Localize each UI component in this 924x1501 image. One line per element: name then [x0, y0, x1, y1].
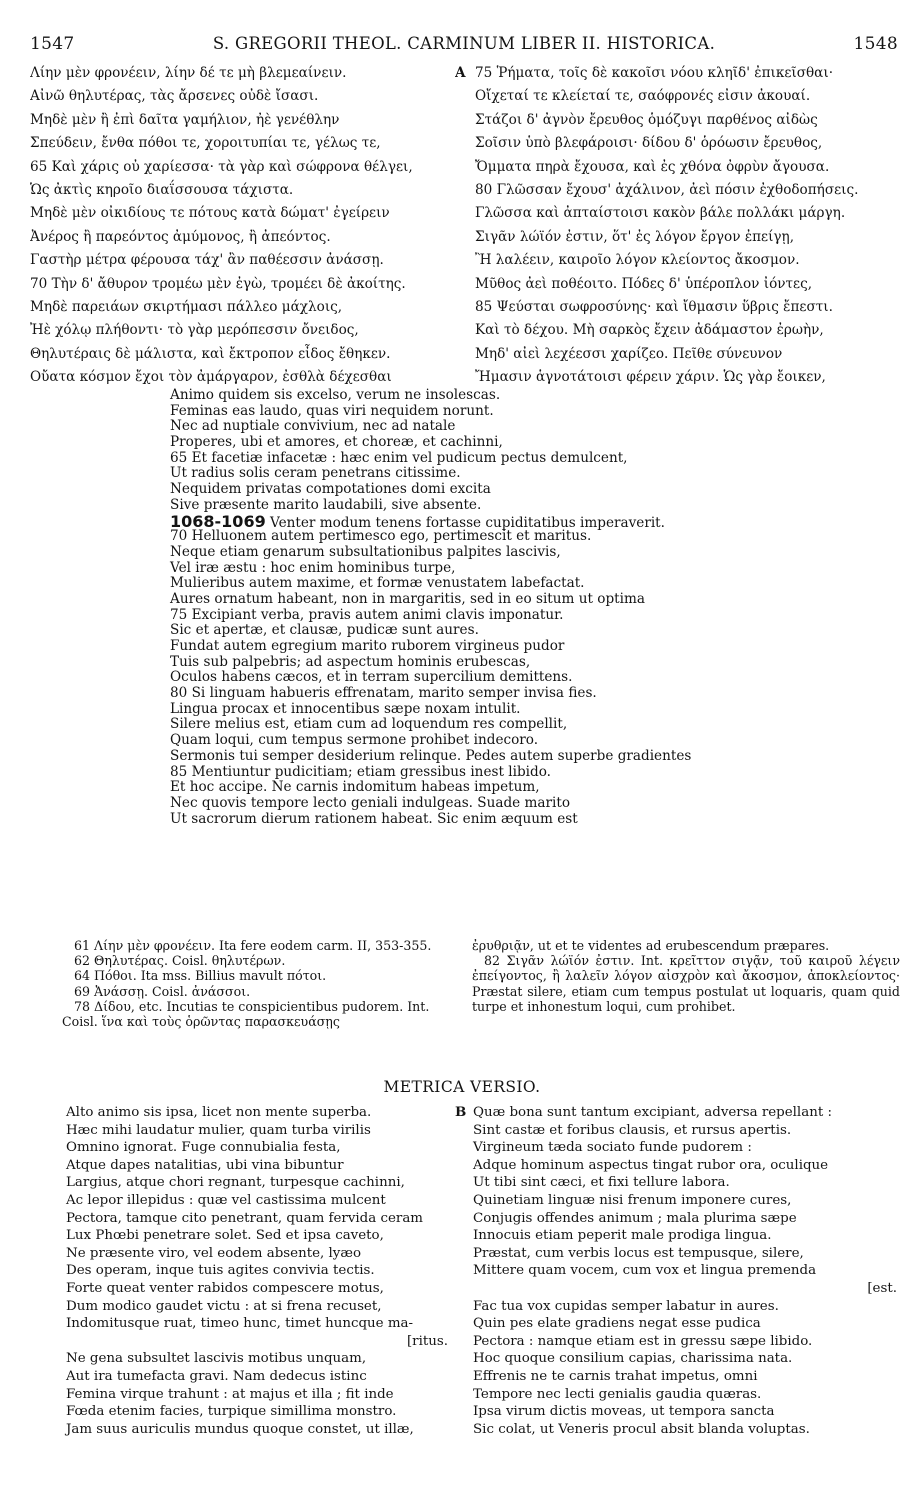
verse-line-text: Præstat, cum verbis locus est tempusque, silere, — [473, 1245, 804, 1261]
greek-line — [455, 62, 910, 85]
greek-line: 70 Τὴν δ' ἄθυρον τρομέω μὲν ἐγὼ, τρομέει δὲ ἀκοίτης. — [30, 275, 406, 292]
verse-line — [455, 1210, 905, 1228]
verse-line: Jam suus auriculis mundus quoque constet, ut illæ, — [66, 1421, 414, 1437]
verse-line-text: Mittere quam vocem, cum vox et lingua premenda — [473, 1263, 817, 1279]
verse-line — [455, 1245, 905, 1263]
verse-line-continuation: [est. — [867, 1280, 897, 1296]
greek-line — [455, 296, 910, 319]
latin-line: 80 Si linguam habueris effrenatam, marito semper invisa fies. — [170, 685, 597, 702]
verse-line — [455, 1368, 905, 1386]
latin-line: Mulieribus autem maxime, et formæ venustatem labefactat. — [170, 575, 585, 592]
verse-line-text: Sint castæ et foribus clausis, et rursus apertis. — [473, 1122, 792, 1138]
latin-line: Properes, ubi et amores, et choreæ, et cachinni, — [170, 434, 503, 451]
verse-line — [455, 1262, 905, 1280]
verse-line: Aut ira tumefacta gravi. Nam dedecus istinc — [66, 1368, 367, 1384]
latin-line: Fundat autem egregium marito ruborem virgineus pudor — [170, 638, 565, 654]
verse-line-text: Ut tibi sint cæci, et fixi tellure labora. — [473, 1175, 730, 1191]
greek-line — [455, 179, 910, 202]
greek-line: 65 Καὶ χάρις οὐ χαρίεσσα· τὰ γὰρ καὶ σώφρονα θέλγει, — [30, 158, 413, 175]
verse-line — [455, 1350, 905, 1368]
footnote: 61 Λίην μὲν φρονέειν. Ita fere eodem carm. II, 353-355. — [74, 938, 432, 953]
latin-line: Feminas eas laudo, quas viri nequidem norunt. — [170, 402, 494, 419]
verse-line — [455, 1403, 905, 1421]
latin-line: Sic et apertæ, et clausæ, pudicæ sunt aures. — [170, 622, 479, 639]
greek-line: Μηδὲ παρειάων σκιρτήμασι πάλλεο μάχλοις, — [30, 298, 343, 315]
greek-line-text: Σιγᾶν λώϊόν ἐστιν, ὅτ' ἐς λόγον ἔργον ἐπείγῃ, — [475, 228, 795, 245]
latin-line: Sive præsente marito laudabili, sive absente. — [170, 496, 482, 513]
greek-line — [455, 226, 910, 249]
footnote: 69 Ἀνάσσῃ. Coisl. ἀνάσσοι. — [74, 983, 251, 999]
greek-line-text: Μηδ' αἰεὶ λεχέεσσι χαρίζεο. Πεῖθε σύνευνον — [475, 345, 783, 362]
verse-line-text: Hoc quoque consilium capias, charissima nata. — [473, 1351, 793, 1367]
verse-line-text: Quinetiam linguæ nisi frenum imponere cures, — [473, 1192, 792, 1208]
metrica-column-left — [66, 1104, 456, 1438]
greek-line — [455, 85, 910, 108]
greek-line — [455, 202, 910, 225]
greek-line — [455, 319, 910, 342]
greek-line-text: 85 Ψεύσται σωφροσύνης· καὶ ἴθμασιν ὕβρις ἔπεστι. — [475, 298, 833, 315]
greek-line: Ἠὲ χόλῳ πλήθοντι· τὸ γὰρ μερόπεσσιν ὄνειδος, — [30, 322, 359, 339]
verse-line: Des operam, inque tuis agites convivia tectis. — [66, 1263, 375, 1279]
latin-line: Nequidem privatas compotationes domi excita — [170, 481, 491, 498]
column-number-marker: 1068-1069 — [170, 511, 266, 531]
verse-line — [455, 1386, 905, 1404]
verse-line: Atque dapes natalitias, ubi vina bibuntur — [66, 1157, 344, 1173]
verse-line-text: Tempore nec lecti genialis gaudia quæras. — [473, 1386, 762, 1402]
greek-line — [455, 343, 910, 366]
verse-line: Hæc mihi laudatur mulier, quam turba virilis — [66, 1122, 371, 1138]
greek-column-left — [30, 62, 460, 389]
footnote: 82 Σιγᾶν λώϊόν ἐστιν. Int. κρεῖττον σιγᾷν, τοῦ καιροῦ λέγειν ἐπείγοντος, ἢ λαλεῖν λόγον αἰσχρὸν καὶ ἄκοσμον, ἀποκλείοντος· Præstat silere, etiam cum tempus postulat ut loquaris, quam quid turpe et inhonestum loqui, cum prohibet. — [472, 953, 900, 1014]
latin-line: Nec quovis tempore lecto geniali indulgeas. Suade marito — [170, 794, 571, 811]
column-marker-a: A — [455, 65, 466, 81]
verse-line-text: Virgineum tæda sociato funde pudorem : — [473, 1140, 752, 1156]
column-marker-b: B — [455, 1104, 467, 1120]
page-header — [30, 34, 898, 60]
verse-line: Largius, atque chori regnant, turpesque cachinni, — [66, 1175, 405, 1191]
verse-line — [455, 1333, 905, 1351]
greek-line-text: 75 Ῥήματα, τοῖς δὲ κακοῖσι νόου κληῖδ' ἐπικεῖσθαι· — [475, 65, 834, 81]
footnote: 78 Δίδου, etc. Incutias te conspicientibus pudorem. Int. Coisl. ἵνα καὶ τοὺς ὁρῶντας παρασκευάσῃς — [62, 998, 430, 1030]
verse-line-text: Pectora : namque etiam est in gressu sæpe libido. — [473, 1333, 813, 1349]
greek-line: Λίην μὲν φρονέειν, λίην δέ τε μὴ βλεμεαίνειν. — [30, 65, 347, 81]
footnote: 64 Πόθοι. Ita mss. Billius mavult πότοι. — [74, 968, 327, 984]
verse-line-text: Conjugis offendes animum ; mala plurima sæpe — [473, 1210, 797, 1226]
verse-line-text: Ipsa virum dictis moveas, ut tempora sancta — [473, 1404, 775, 1420]
verse-line: Omnino ignorat. Fuge connubialia festa, — [66, 1140, 341, 1156]
verse-line: Lux Phœbi penetrare solet. Sed et ipsa caveto, — [66, 1228, 384, 1244]
greek-line: Ἀνέρος ἢ παρεόντος ἀμύμονος, ἢ ἀπεόντος. — [30, 228, 331, 245]
greek-line-text: Στάζοι δ' ἀγνὸν ἔρευθος ὁμόζυγι παρθένος αἰδὼς — [475, 111, 818, 128]
verse-line — [455, 1139, 905, 1157]
greek-line: Ὡς ἀκτὶς κηροῖο διαΐσσουσα τάχιστα. — [30, 181, 294, 198]
latin-line: Animo quidem sis excelso, verum ne insolescas. — [170, 387, 501, 403]
latin-line: Sermonis tui semper desiderium relinque. Pedes autem superbe gradientes — [170, 747, 692, 764]
greek-line-text: Ἤμασιν ἁγνοτάτοισι φέρειν χάριν. Ὡς γὰρ ἔοικεν, — [475, 369, 826, 386]
verse-line — [455, 1421, 905, 1439]
latin-translation — [170, 388, 830, 827]
greek-line — [455, 132, 910, 155]
verse-line: Ac lepor illepidus : quæ vel castissima mulcent — [66, 1192, 386, 1208]
latin-line: Vel iræ æstu : hoc enim hominibus turpe, — [170, 559, 456, 576]
latin-line: 70 Helluonem autem pertimesco ego, pertimescit et maritus. — [170, 528, 592, 545]
latin-line: 65 Et facetiæ infacetæ : hæc enim vel pudicum pectus demulcent, — [170, 449, 628, 466]
verse-line: Forte queat venter rabidos compescere motus, — [66, 1280, 384, 1296]
latin-line: Quam loqui, cum tempus sermone prohibet indecoro. — [170, 732, 539, 749]
verse-line-text: Quin pes elate gradiens negat esse pudica — [473, 1316, 761, 1332]
greek-line: Μηδὲ μὲν ἢ ἐπὶ δαῖτα γαμήλιον, ἠὲ γενέθλην — [30, 111, 340, 128]
greek-column-right — [455, 62, 910, 389]
verse-line — [455, 1104, 905, 1122]
greek-line-text: 80 Γλῶσσαν ἔχουσ' ἀχάλινον, ἀεὶ πόσιν ἐχθοδοπήσεις. — [475, 181, 859, 198]
verse-line — [455, 1192, 905, 1210]
greek-line — [455, 273, 910, 296]
greek-line — [455, 366, 910, 389]
greek-line: Μηδὲ μὲν οἰκιδίους τε πότους κατὰ δώματ' ἐγείρειν — [30, 205, 390, 222]
greek-line — [455, 249, 910, 272]
metrica-versio-title: METRICA VERSIO. — [383, 1078, 541, 1096]
verse-line-text: Adque hominum aspectus tingat rubor ora, oculique — [473, 1157, 829, 1173]
latin-line: Tuis sub palpebris; ad aspectum hominis erubescas, — [170, 653, 531, 670]
verse-line-continuation: [ritus. — [406, 1333, 448, 1349]
footnotes-right — [472, 938, 900, 1014]
verse-line — [455, 1122, 905, 1140]
verse-line — [455, 1298, 905, 1316]
latin-line: 85 Mentiuntur pudicitiam; etiam gressibus inest libido. — [170, 763, 551, 780]
greek-line: Γαστὴρ μέτρα φέρουσα τάχ' ἂν παθέεσσιν ἀνάσσῃ. — [30, 252, 384, 269]
greek-line-text: Ἢ λαλέειν, καιροῖο λόγον κλείοντος ἄκοσμον. — [475, 252, 800, 269]
page-number-right: 1548 — [853, 34, 898, 54]
latin-line: Aures ornatum habeant, non in margaritis, sed in eo situm ut optima — [170, 590, 645, 607]
verse-line-text: Sic colat, ut Veneris procul absit blanda voluptas. — [473, 1421, 810, 1437]
verse-line: Ne gena subsultet lascivis motibus unquam, — [66, 1351, 367, 1367]
verse-line: Pectora, tamque cito penetrant, quam fervida ceram — [66, 1210, 424, 1226]
greek-line: Θηλυτέραις δὲ μάλιστα, καὶ ἔκτροπον εἶδος ἔθηκεν. — [30, 345, 391, 362]
footnotes-left — [62, 938, 454, 1029]
metrica-column-right — [455, 1104, 905, 1438]
verse-line — [455, 1227, 905, 1245]
verse-line-text: Effrenis ne te carnis trahat impetus, omni — [473, 1368, 758, 1384]
latin-line: Lingua procax et innocentibus sæpe noxam intulit. — [170, 700, 521, 717]
greek-line — [455, 109, 910, 132]
verse-line-text: Quæ bona sunt tantum excipiant, adversa repellant : — [473, 1105, 832, 1120]
latin-line: Et hoc accipe. Ne carnis indomitum habeas impetum, — [170, 779, 540, 796]
latin-line: Silere melius est, etiam cum ad loquendum res compellit, — [170, 716, 568, 733]
running-title: S. GREGORII THEOL. CARMINUM LIBER II. HISTORICA. — [212, 34, 716, 53]
latin-line: Nec ad nuptiale convivium, nec ad natale — [170, 418, 456, 435]
page-number-left: 1547 — [30, 34, 75, 54]
verse-line-text: Innocuis etiam peperit male prodiga lingua. — [473, 1228, 772, 1244]
verse-line-text: Fac tua vox cupidas semper labatur in aures. — [473, 1298, 779, 1314]
footnote: 62 Θηλυτέρας. Coisl. θηλυτέρων. — [74, 953, 286, 969]
verse-line: Fœda etenim facies, turpique simillima monstro. — [66, 1404, 397, 1420]
verse-line: Alto animo sis ipsa, licet non mente superba. — [66, 1105, 372, 1120]
verse-line: Femina virque trahunt : at majus et illa ; fit inde — [66, 1386, 394, 1402]
footnote: ἐρυθριᾷν, ut et te videntes ad erubescendum præpares. — [472, 938, 830, 953]
greek-line — [455, 156, 910, 179]
greek-line: Οὔατα κόσμον ἔχοι τὸν ἀμάργαρον, ἐσθλὰ δέχεσθαι — [30, 369, 392, 386]
verse-line — [455, 1157, 905, 1175]
verse-line — [455, 1315, 905, 1333]
latin-line-text: Venter modum tenens fortasse cupiditatibus imperaverit. — [270, 514, 665, 531]
greek-line-text: Μῦθος ἀεὶ ποθέοιτο. Πόδες δ' ὑπέροπλον ἰόντες, — [475, 275, 813, 292]
latin-line: Ut sacrorum dierum rationem habeat. Sic enim æquum est — [170, 810, 578, 827]
verse-line: Dum modico gaudet victu : at si frena recuset, — [66, 1298, 382, 1314]
verse-line: Ne præsente viro, vel eodem absente, lyæo — [66, 1245, 362, 1261]
verse-line: Indomitusque ruat, timeo hunc, timet huncque ma- — [66, 1316, 414, 1332]
greek-line-text: Σοῖσιν ὑπὸ βλεφάροισι· δίδου δ' ὁρόωσιν ἔρευθος, — [475, 135, 823, 152]
latin-line: Ut radius solis ceram penetrans citissime. — [170, 465, 461, 482]
greek-line-text: Καὶ τὸ δέχου. Μὴ σαρκὸς ἔχειν ἀδάμαστον ἐρωὴν, — [475, 322, 824, 339]
latin-line: Neque etiam genarum subsultationibus palpites lascivis, — [170, 543, 561, 560]
greek-line-text: Οἴχεταί τε κλείεταί τε, σαόφρονές εἰσιν ἀκουαί. — [475, 88, 811, 105]
latin-line: Oculos habens cæcos, et in terram supercilium demittens. — [170, 669, 573, 686]
verse-line — [455, 1174, 905, 1192]
greek-line-text: Ὄμματα πηρὰ ἔχουσα, καὶ ἐς χθόνα ὀφρὺν ἄγουσα. — [475, 158, 830, 175]
latin-line — [170, 511, 830, 531]
latin-line: 75 Excipiant verba, pravis autem animi clavis imponatur. — [170, 606, 564, 623]
greek-line: Αἰνῶ θηλυτέρας, τὰς ἄρσενες οὐδὲ ἴσασι. — [30, 88, 319, 105]
greek-line: Σπεύδειν, ἔνθα πόθοι τε, χοροιτυπίαι τε, γέλως τε, — [30, 135, 381, 152]
greek-line-text: Γλῶσσα καὶ ἀπταίστοισι κακὸν βάλε πολλάκι μάργη. — [475, 205, 846, 222]
